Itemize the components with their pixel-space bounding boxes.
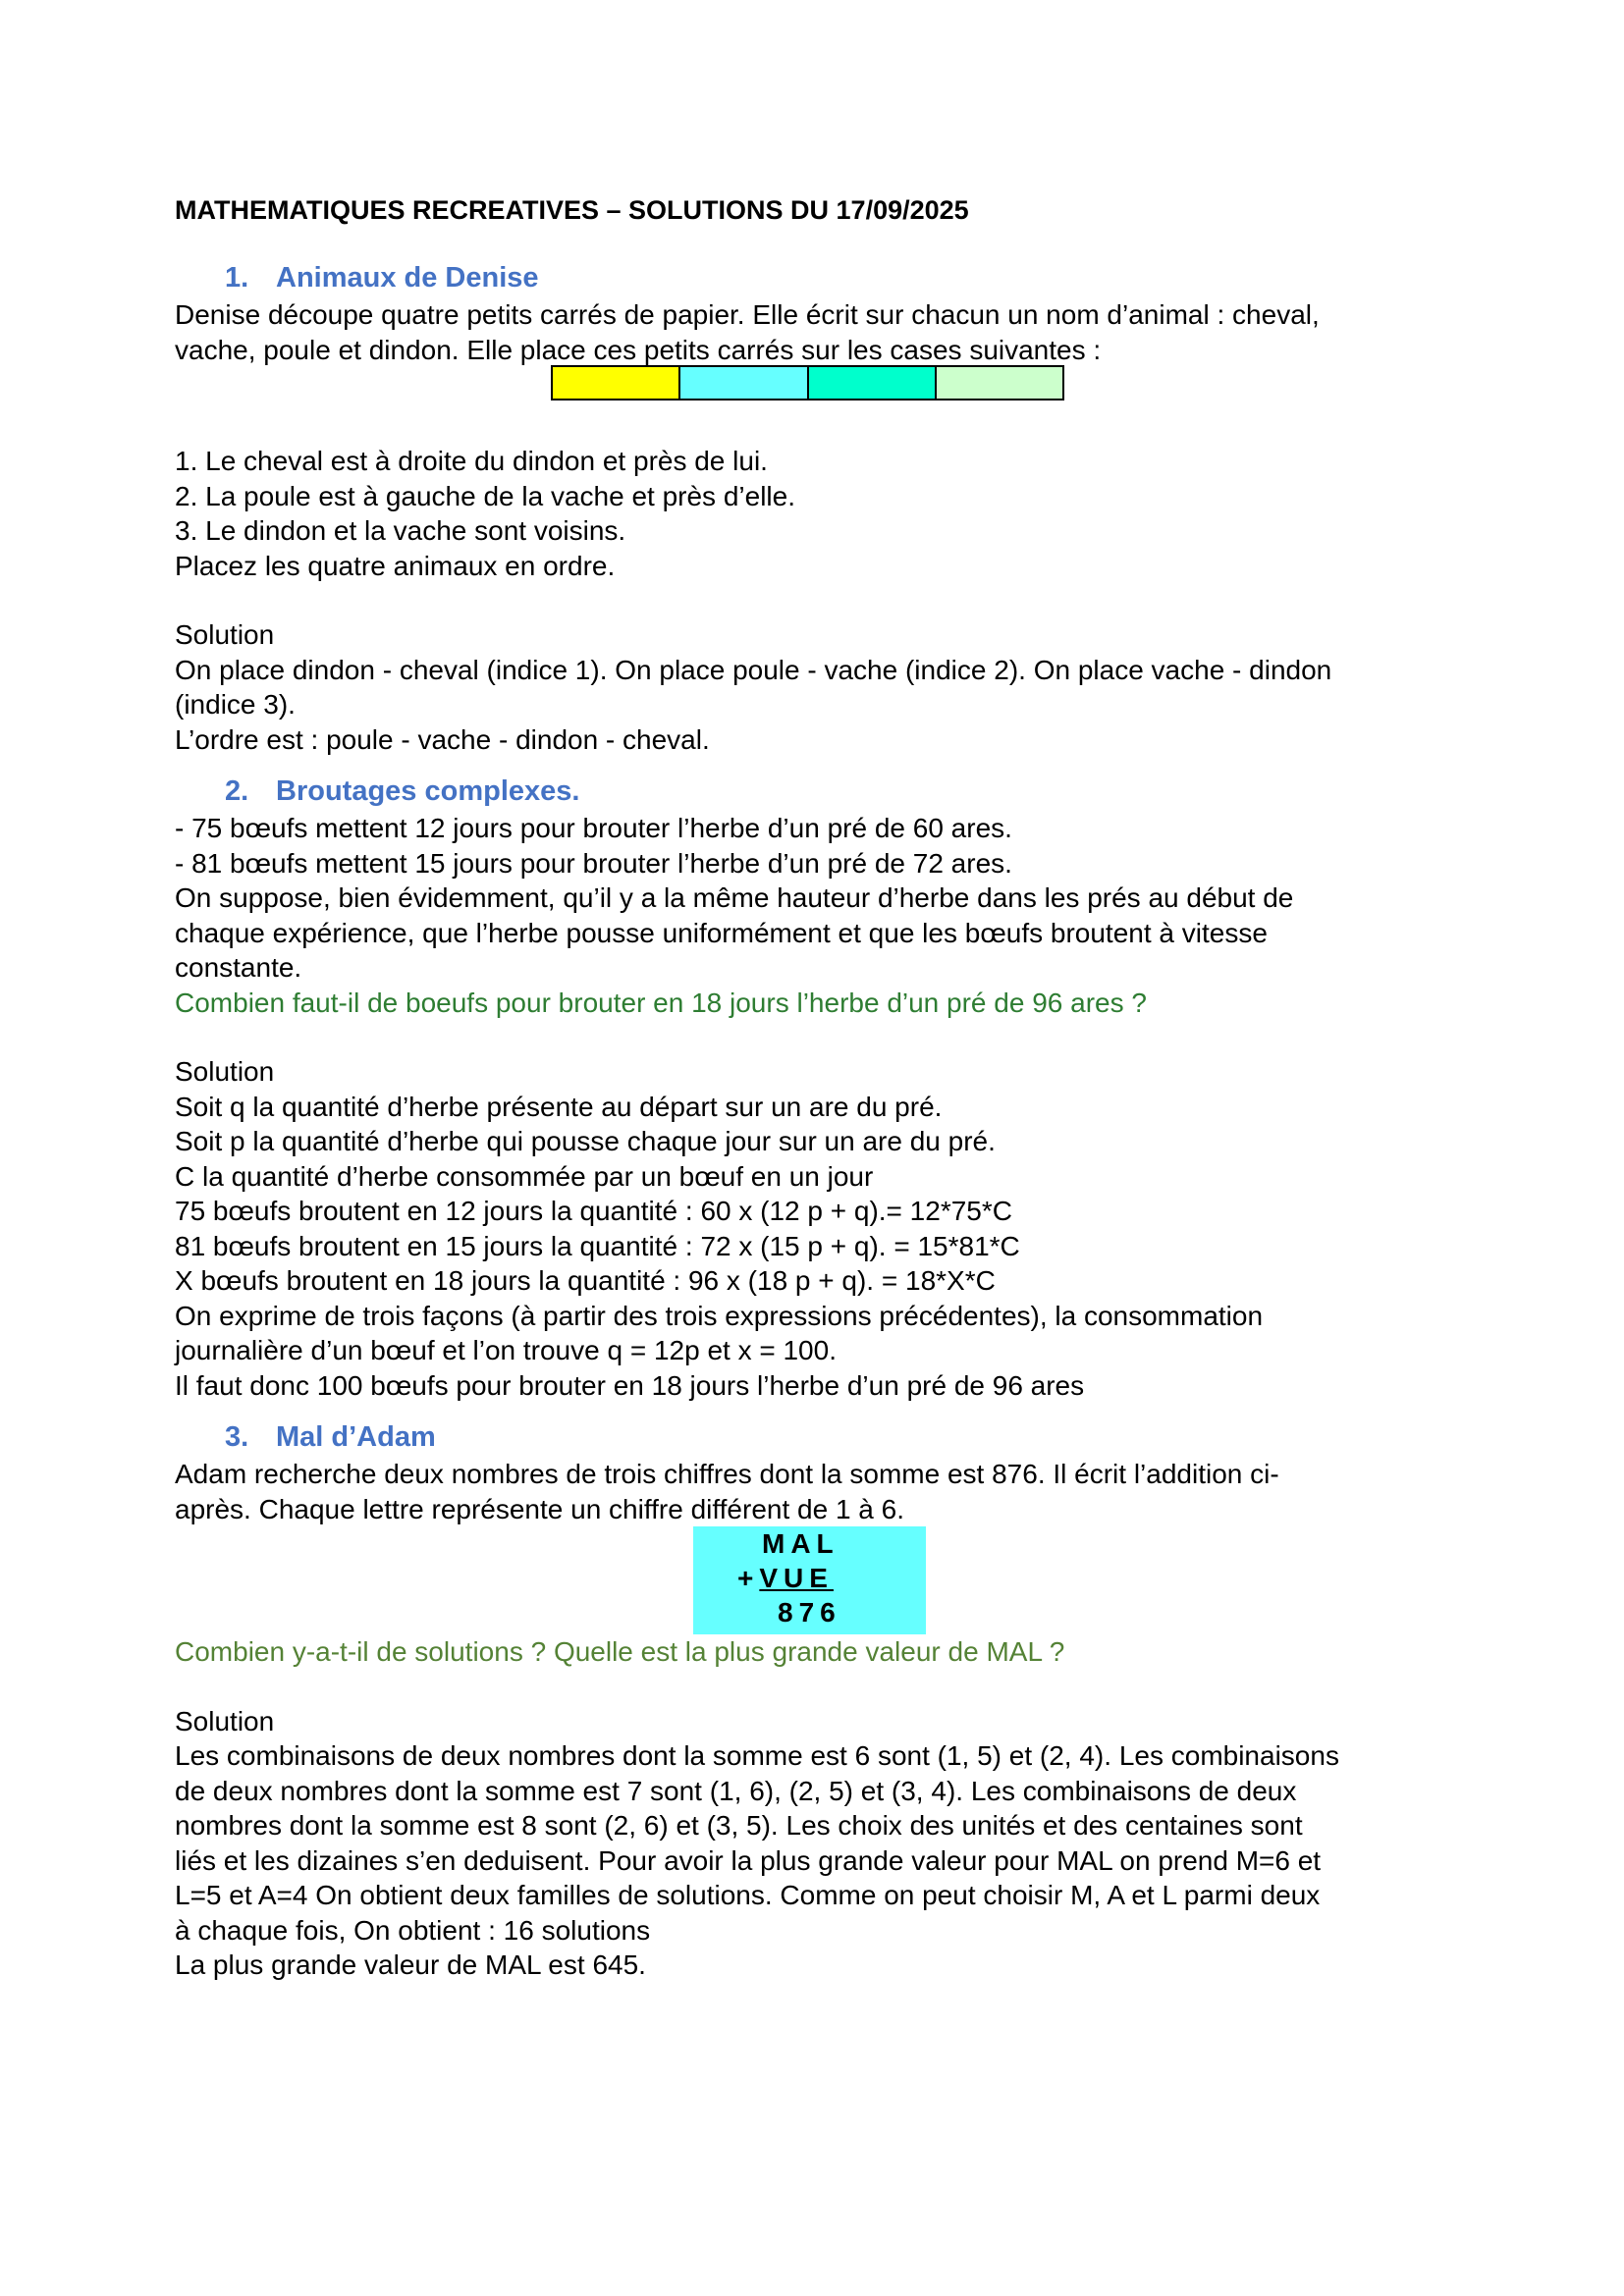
s3-intro-line1: Adam recherche deux nombres de trois chiffres dont la somme est 876. Il écrit l’addition ci- <box>175 1459 1279 1489</box>
s2-solution-line: Soit q la quantité d’herbe présente au départ sur un are du pré. <box>175 1091 943 1122</box>
addition-term-2: VUE <box>759 1563 834 1593</box>
s2-line: chaque expérience, que l’herbe pousse uniformément et que les bœufs broutent à vitesse <box>175 917 1268 948</box>
section-3-title: Mal d’Adam <box>276 1421 436 1453</box>
s2-line: - 81 bœufs mettent 15 jours pour brouter l’herbe d’un pré de 72 ares. <box>175 847 1012 879</box>
s2-line: - 75 bœufs mettent 12 jours pour brouter l’herbe d’un pré de 60 ares. <box>175 813 1012 843</box>
document-page <box>175 192 1446 1983</box>
s3-solution-line: L=5 et A=4 On obtient deux familles de solutions. Comme on peut choisir M, A et L parmi deux <box>175 1880 1321 1910</box>
s2-line: On suppose, bien évidemment, qu’il y a la même hauteur d’herbe dans les prés au début de <box>175 882 1294 913</box>
section-1-heading <box>175 258 1446 297</box>
s2-solution-line: 75 bœufs broutent en 12 jours la quantité : 60 x (12 p + q).= 12*75*C <box>175 1196 1012 1226</box>
s1-solution-line: L’ordre est : poule - vache - dindon - cheval. <box>175 723 710 755</box>
s2-solution-line: 81 bœufs broutent en 15 jours la quantité : 72 x (15 p + q). = 15*81*C <box>175 1230 1020 1261</box>
s1-intro-line2: vache, poule et dindon. Elle place ces petits carrés sur les cases suivantes : <box>175 334 1102 365</box>
s1-instruction: Placez les quatre animaux en ordre. <box>175 550 616 581</box>
s3-solution-line: nombres dont la somme est 8 sont (2, 6) et (3, 5). Les choix des unités et des centaines sont <box>175 1810 1303 1841</box>
addition-result: 876 <box>778 1597 841 1628</box>
box-1 <box>551 365 680 400</box>
section-2-heading <box>175 772 1446 811</box>
s2-question: Combien faut-il de boeufs pour brouter en 18 jours l’herbe d’un pré de 96 ares ? <box>175 987 1147 1018</box>
s1-clue-3: 3. Le dindon et la vache sont voisins. <box>175 515 626 546</box>
animal-boxes <box>551 365 1064 400</box>
section-2-title: Broutages complexes. <box>276 775 580 807</box>
s1-clue-1: 1. Le cheval est à droite du dindon et près de lui. <box>175 446 768 476</box>
s1-solution-label: Solution <box>175 619 275 650</box>
s3-solution-line: de deux nombres dont la somme est 7 sont (1, 6), (2, 5) et (3, 4). Les combinaisons de deux <box>175 1775 1297 1806</box>
s2-solution-line: journalière d’un bœuf et l’on trouve q = 12p et x = 100. <box>175 1335 837 1365</box>
s2-solution-line: On exprime de trois façons (à partir des trois expressions précédentes), la consommation <box>175 1300 1264 1331</box>
addition-line-2 <box>737 1561 834 1595</box>
box-3 <box>809 365 937 400</box>
s3-question: Combien y-a-t-il de solutions ? Quelle est la plus grande valeur de MAL ? <box>175 1636 1065 1667</box>
section-3-number: 3. <box>225 1421 249 1453</box>
s3-solution-line: La plus grande valeur de MAL est 645. <box>175 1949 646 1980</box>
plus-sign: + <box>737 1563 760 1593</box>
s3-solution-line: liés et les dizaines s’en deduisent. Pour avoir la plus grande valeur pour MAL on prend M=6 et <box>175 1844 1322 1876</box>
addition-box <box>693 1526 926 1634</box>
box-2 <box>680 365 808 400</box>
s1-clue-2: 2. La poule est à gauche de la vache et près d’elle. <box>175 480 795 511</box>
s1-solution-line: (indice 3). <box>175 689 296 720</box>
section-1-title: Animaux de Denise <box>276 262 539 294</box>
s2-solution-label: Solution <box>175 1056 275 1087</box>
section-3-heading <box>175 1417 1446 1457</box>
s2-solution-line: X bœufs broutent en 18 jours la quantité : 96 x (18 p + q). = 18*X*C <box>175 1265 996 1296</box>
s1-intro-line1: Denise découpe quatre petits carrés de papier. Elle écrit sur chacun un nom d’animal : cheval, <box>175 299 1320 330</box>
s2-solution-line: Il faut donc 100 bœufs pour brouter en 18 jours l’herbe d’un pré de 96 ares <box>175 1369 1085 1401</box>
s3-solution-line: Les combinaisons de deux nombres dont la somme est 6 sont (1, 5) et (2, 4). Les combinaisons <box>175 1740 1339 1771</box>
s2-solution-line: C la quantité d’herbe consommée par un bœuf en un jour <box>175 1160 874 1192</box>
s2-solution-line: Soit p la quantité d’herbe qui pousse chaque jour sur un are du pré. <box>175 1126 996 1156</box>
page-title: MATHEMATIQUES RECREATIVES – SOLUTIONS DU 17/09/2025 <box>175 195 969 225</box>
addition-term-1: MAL <box>762 1528 839 1559</box>
section-2-number: 2. <box>225 775 249 807</box>
s3-solution-line: à chaque fois, On obtient : 16 solutions <box>175 1914 651 1946</box>
s1-solution-line: On place dindon - cheval (indice 1). On place poule - vache (indice 2). On place vache - dindon <box>175 654 1332 685</box>
s3-intro-line2: après. Chaque lettre représente un chiffre différent de 1 à 6. <box>175 1493 904 1524</box>
s2-line: constante. <box>175 952 302 983</box>
section-1-number: 1. <box>225 262 249 294</box>
box-4 <box>937 365 1064 400</box>
s3-solution-label: Solution <box>175 1705 275 1736</box>
